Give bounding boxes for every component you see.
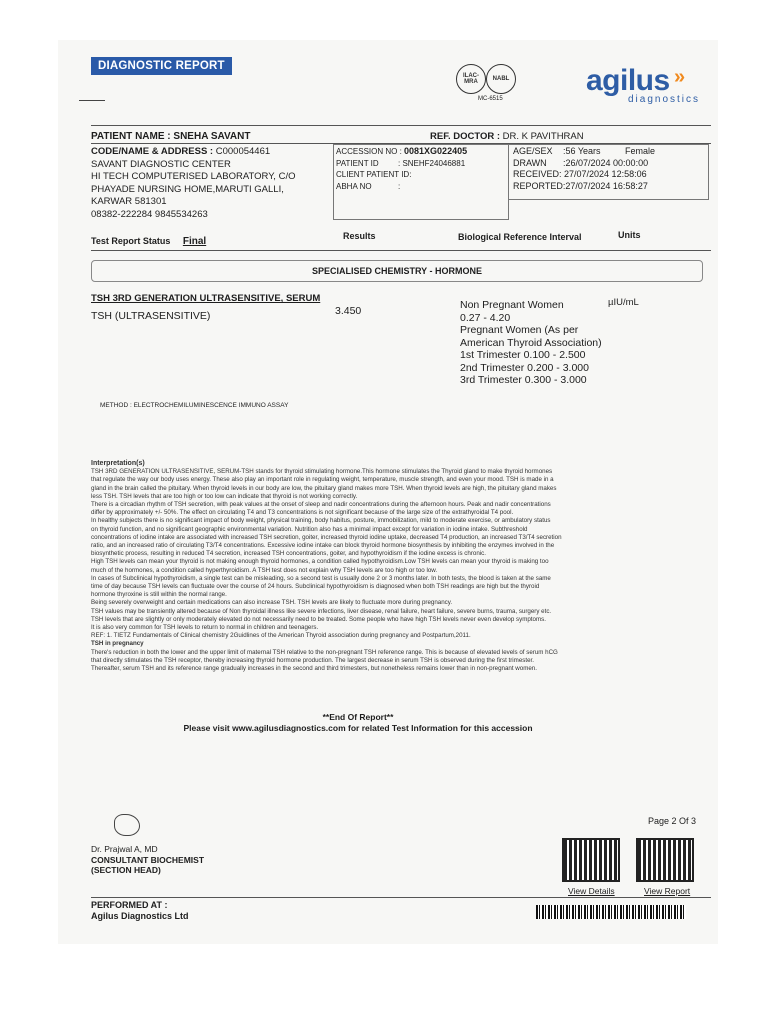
doctor-section: (SECTION HEAD) bbox=[91, 865, 161, 875]
logo-arrow-icon: » bbox=[674, 66, 686, 88]
ilac-seal-icon: ILAC-MRA bbox=[456, 64, 486, 94]
accession-block bbox=[336, 146, 467, 192]
interp-line: that regulate the way our body uses energy. These also play an important role in regulating weight, temperature, muscle strength, and even your mood. TSH is made in a bbox=[91, 476, 554, 484]
performed-at bbox=[91, 900, 189, 922]
footer-rule bbox=[91, 897, 711, 898]
drawn-label: DRAWN bbox=[513, 157, 547, 168]
interp-line: There is a circadian rhythm of TSH secretion, with peak values at the onset of sleep and nadir concentrations during the afternoon hours. Peak and nadir concentrations bbox=[91, 501, 551, 509]
interp-line: High TSH levels can mean your thyroid is not making enough thyroid hormones, a condition called hypothyroidism.Low TSH levels can mean your thyroid is making too bbox=[91, 558, 549, 566]
interp-line: less TSH. TSH levels that are too high or too low can indicate that thyroid is not working correctly. bbox=[91, 492, 358, 500]
interp-line: on thyroid function, and no significant geographic environmental variation. Nutrition also has a minimal impact except for variation in iodine intake. Subthreshold bbox=[91, 525, 528, 533]
patient-id: : SNEHF24046881 bbox=[398, 158, 466, 168]
qr-view-report-icon[interactable] bbox=[636, 838, 694, 882]
agilus-logo-subtitle: diagnostics bbox=[628, 94, 701, 105]
reference-ranges bbox=[460, 299, 680, 387]
range-line: 1st Trimester 0.100 - 2.500 bbox=[460, 349, 586, 361]
report-page bbox=[58, 40, 718, 944]
range-line: Non Pregnant Women bbox=[460, 299, 564, 311]
ref-doctor-label: REF. DOCTOR : bbox=[430, 131, 501, 142]
interp-line: Thereafter, serum TSH and its reference range gradually increases in the second and third trimesters, but nonetheless remains lower than in non-pregnant women. bbox=[91, 665, 537, 673]
interp-line: biosynthetic process, resulting in reduced T4 secretion, increased TSH concentrations, goiter, and hypothyroidism if the iodine excess is chronic. bbox=[91, 550, 486, 558]
age-label: AGE/SEX bbox=[513, 146, 553, 156]
sex-value: Female bbox=[625, 146, 656, 156]
interp-line: It is also very common for TSH levels to return to normal in children and teenagers. bbox=[91, 624, 319, 632]
performed-label: PERFORMED AT : bbox=[91, 900, 168, 910]
interpretation-title: Interpretation(s) bbox=[91, 460, 145, 467]
status-value: Final bbox=[182, 236, 207, 247]
interp-line: TSH values may be transiently altered because of Non thyroidal illness like severe infections, liver disease, renal failure, heart failure, severe burns, trauma, surgery etc. bbox=[91, 607, 552, 615]
signatory bbox=[91, 844, 204, 876]
interp-line: hormone thyroxine is still within the normal range. bbox=[91, 591, 227, 599]
range-line: Pregnant Women (As per bbox=[460, 324, 579, 336]
seal-code: MC-6515 bbox=[478, 96, 503, 102]
results-header: Results bbox=[343, 231, 376, 241]
code-value: C000054461 bbox=[215, 146, 271, 157]
test-name: TSH (ULTRASENSITIVE) bbox=[91, 310, 211, 322]
performed-by: Agilus Diagnostics Ltd bbox=[91, 911, 189, 921]
view-report-link[interactable]: View Report bbox=[644, 886, 691, 896]
interp-line: Being severely overweight and certain medications can also increase TSH. TSH levels are likely to fluctuate more during pregnancy. bbox=[91, 599, 453, 607]
interp-line: TSH levels that are slightly or only moderately elevated do not necessarily need to be treated. Some people who have high TSH levels never even develop symptoms. bbox=[91, 615, 546, 623]
range-line: 0.27 - 4.20 bbox=[460, 311, 511, 324]
barcode-icon bbox=[536, 905, 686, 919]
received-label: RECEIVED bbox=[513, 169, 560, 179]
interp-line: much of the hormones, a condition called hyperthyroidism. A TSH test does not explain why TSH levels are too high or too low. bbox=[91, 566, 438, 574]
agilus-logo: agilus bbox=[586, 64, 670, 97]
page-number: Page 2 Of 3 bbox=[648, 816, 697, 826]
address-line: PHAYADE NURSING HOME,MARUTI GALLI, bbox=[91, 183, 284, 195]
address-block bbox=[91, 146, 331, 221]
diagnostic-report-badge: DIAGNOSTIC REPORT bbox=[91, 57, 232, 75]
test-report-status bbox=[91, 236, 206, 247]
address-line: KARWAR 581301 bbox=[91, 196, 167, 207]
interp-line: time of day because TSH levels can fluctuate over the course of 24 hours. Subclinical hypothyroidism is diagnosed when both TSH readings are high but the thyroid bbox=[91, 583, 540, 591]
test-group-title: TSH 3RD GENERATION ULTRASENSITIVE, SERUM bbox=[91, 293, 321, 304]
interp-line: that directly stimulates the TSH receptor, thereby increasing thyroid hormone production. The largest decrease in serum TSH is observed during the first trimester. bbox=[91, 656, 534, 664]
reported-label: REPORTED bbox=[513, 180, 563, 191]
units-header: Units bbox=[618, 230, 641, 240]
interpretation bbox=[91, 460, 703, 673]
column-rule bbox=[91, 250, 711, 251]
view-details-link[interactable]: View Details bbox=[568, 886, 615, 896]
address-line: HI TECH COMPUTERISED LABORATORY, C/O bbox=[91, 171, 296, 182]
interp-line: gland in the brain called the pituitary. When thyroid levels in our body are low, the pituitary gland makes more TSH. When thyroid levels are high, the pituitary gland makes bbox=[91, 484, 557, 492]
abha-label: ABHA NO bbox=[336, 181, 372, 191]
interp-subtitle: TSH in pregnancy bbox=[91, 640, 144, 648]
doctor-name: Dr. Prajwal A, MD bbox=[91, 844, 158, 854]
interp-line: ratio, and an increased ratio of circulating T3/T4 concentrations. Excessive iodine intake can block thyroid hormone biosynthesis by inhibiting the enzymes involved in the bbox=[91, 542, 555, 550]
interp-line: In cases of Subclinical hypothyroidism, a single test can be misleading, so a second test is usually done 2 or 3 months later. In both tests, the blood is taken at the same bbox=[91, 574, 551, 582]
accession-label: ACCESSION NO : bbox=[336, 147, 402, 156]
interp-line: differ by approximately +/- 50%. The effect on circulating T4 and T3 concentrations is not significant because of the large size of the extrathyroidal T4 pool. bbox=[91, 509, 514, 517]
code-label: CODE/NAME & ADDRESS : bbox=[91, 146, 214, 157]
doctor-designation: CONSULTANT BIOCHEMIST bbox=[91, 854, 205, 865]
signature-icon bbox=[114, 814, 140, 836]
ref-doctor-row bbox=[430, 131, 584, 142]
dates-block bbox=[513, 146, 655, 192]
divider bbox=[79, 100, 105, 101]
end-of-report: **End Of Report** bbox=[322, 712, 394, 722]
nabl-seal-icon: NABL bbox=[486, 64, 516, 94]
received-value: : 27/07/2024 12:58:06 bbox=[559, 169, 647, 179]
drawn-value: :26/07/2024 00:00:00 bbox=[563, 157, 649, 168]
patient-name: SNEHA SAVANT bbox=[173, 131, 251, 142]
status-label: Test Report Status bbox=[91, 236, 171, 246]
address-line: SAVANT DIAGNOSTIC CENTER bbox=[91, 158, 231, 170]
interp-line: In healthy subjects there is no significant impact of body weight, physical training, body habitus, posture, immobilization, mild to moderate exercise, or ambulatory status bbox=[91, 517, 551, 525]
age-value: :56 Years bbox=[563, 146, 601, 156]
header-rule bbox=[91, 125, 711, 126]
interp-line: TSH 3RD GENERATION ULTRASENSITIVE, SERUM-TSH stands for thyroid stimulating hormone.This hormone stimulates the Thyroid gland to make thyroid hormones bbox=[91, 468, 553, 476]
range-line: American Thyroid Association) bbox=[460, 336, 602, 349]
range-line: 3rd Trimester 0.300 - 3.000 bbox=[460, 374, 587, 386]
section-title: SPECIALISED CHEMISTRY - HORMONE bbox=[91, 260, 703, 282]
address-line: 08382-222284 9845534263 bbox=[91, 208, 208, 220]
reference-interval-header: Biological Reference Interval bbox=[458, 232, 582, 242]
interp-line: REF: 1. TIETZ Fundamentals of Clinical chemistry 2Guidlines of the American Thyroid association during pregnancy and Postpartum,2011. bbox=[91, 632, 471, 640]
range-line: 2nd Trimester 0.200 - 3.000 bbox=[460, 361, 589, 374]
patient-name-row bbox=[91, 131, 250, 142]
test-unit: µIU/mL bbox=[608, 297, 639, 308]
client-patient-id-label: CLIENT PATIENT ID: bbox=[336, 170, 412, 179]
patient-id-label: PATIENT ID bbox=[336, 158, 379, 168]
interp-line: There's reduction in both the lower and the upper limit of maternal TSH relative to the non-pregnant TSH reference range. This is because of elevated levels of serum hCG bbox=[91, 648, 558, 656]
abha-value: : bbox=[398, 181, 401, 191]
visit-website: Please visit www.agilusdiagnostics.com for related Test Information for this accession bbox=[183, 723, 533, 733]
interp-line: concentrations of iodine intake are associated with increased TSH secretion, goiter, increased thyroid iodine uptake, decreased T4 production, an increased T3/T4 secretion bbox=[91, 533, 562, 541]
method: METHOD : ELECTROCHEMILUMINESCENCE IMMUNO ASSAY bbox=[100, 402, 289, 409]
patient-name-label: PATIENT NAME : bbox=[91, 131, 171, 142]
qr-view-details-icon[interactable] bbox=[562, 838, 620, 882]
ref-doctor: DR. K PAVITHRAN bbox=[502, 131, 584, 142]
reported-value: :27/07/2024 16:58:27 bbox=[562, 180, 648, 191]
accession-number: 0081XG022405 bbox=[404, 146, 468, 156]
test-result: 3.450 bbox=[335, 305, 362, 317]
